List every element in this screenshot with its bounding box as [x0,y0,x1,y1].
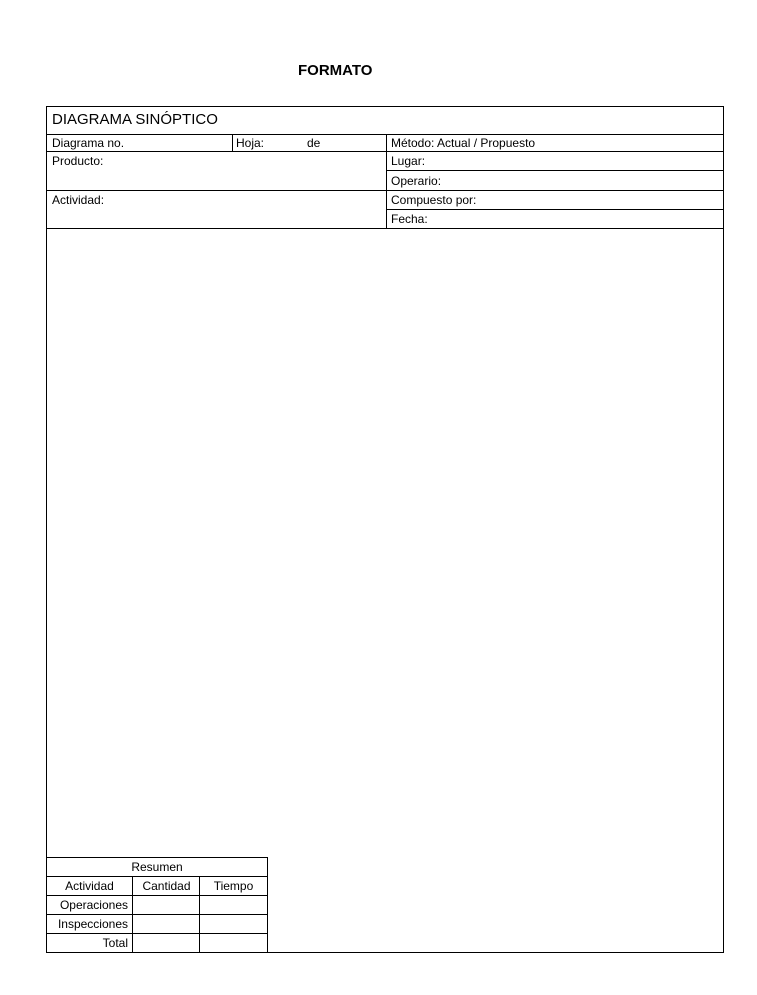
divider [386,134,387,228]
summary-col-cantidad: Cantidad [142,879,191,893]
field-hoja-label: Hoja: [236,136,265,150]
field-producto-label: Producto: [52,154,104,168]
diagram-area [47,229,723,857]
field-lugar-label: Lugar: [391,154,426,168]
divider [46,857,268,858]
divider [46,151,724,152]
summary-col-tiempo: Tiempo [213,879,254,893]
divider [46,895,268,896]
summary-row-total: Total [102,936,128,950]
divider [46,190,724,191]
summary-title: Resumen [131,860,183,874]
divider [232,134,233,151]
divider [46,914,268,915]
divider [46,933,268,934]
summary-row-inspecciones: Inspecciones [57,917,128,931]
summary-row-operaciones: Operaciones [59,898,128,912]
divider [46,134,724,135]
form-heading: DIAGRAMA SINÓPTICO [52,111,218,128]
field-actividad-label: Actividad: [52,193,105,207]
field-compuesto-por-label: Compuesto por: [391,193,477,207]
divider [386,170,724,171]
field-fecha-label: Fecha: [391,212,428,226]
summary-col-actividad: Actividad [65,879,114,893]
field-de-label: de [307,136,321,150]
divider [386,209,724,210]
field-operario-label: Operario: [391,174,442,188]
divider [46,876,268,877]
field-diagrama-no-label: Diagrama no. [52,136,125,150]
page-title: FORMATO [298,62,373,79]
field-metodo-label: Método: Actual / Propuesto [391,136,536,150]
